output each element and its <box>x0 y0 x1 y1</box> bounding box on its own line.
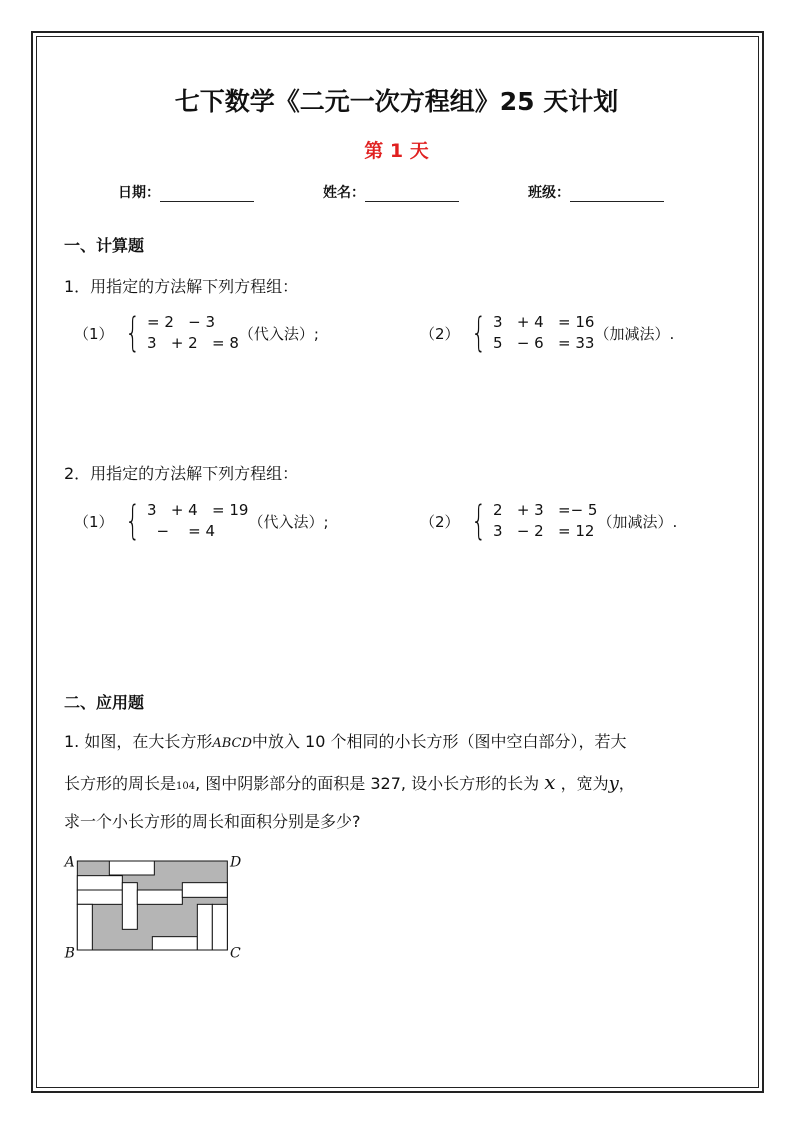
small-rectangle <box>77 890 122 904</box>
small-rectangle <box>197 904 212 950</box>
part-label: （1） <box>74 324 114 343</box>
day-label: 第 1 天 <box>364 140 429 162</box>
date-field[interactable] <box>118 182 254 202</box>
part-label: （1） <box>74 512 114 531</box>
small-rectangle <box>137 890 182 904</box>
small-rectangle <box>182 883 227 898</box>
brace-icon: { <box>124 310 140 356</box>
brace-icon: { <box>470 310 486 356</box>
name-label: 姓名： <box>323 185 365 201</box>
date-label: 日期： <box>118 185 160 201</box>
method-label: （代入法）; <box>238 324 319 343</box>
problem-line: 长方形的周长是104, 图中阴影部分的面积是 327, 设小长方形的长为 x ，宽为y， <box>64 770 635 794</box>
section-heading: 二、应用题 <box>64 693 145 712</box>
class-label: 班级： <box>528 185 570 201</box>
small-rectangle <box>152 937 197 950</box>
equation: 3 + 2 = 8 <box>147 334 239 352</box>
vertex-label: B <box>64 945 75 962</box>
name-field[interactable] <box>323 182 459 202</box>
problem-line: 求一个小长方形的周长和面积分别是多少? <box>64 812 361 831</box>
equation: 5 − 6 = 33 <box>493 334 595 352</box>
brace-icon: { <box>470 498 486 544</box>
equation-system <box>74 312 319 354</box>
class-field[interactable] <box>528 182 664 202</box>
equation: − = 4 <box>147 522 216 540</box>
small-rectangle <box>122 883 137 930</box>
small-rectangle <box>77 876 122 890</box>
rectangle-figure <box>60 840 260 970</box>
equation: 2 + 3 =− 5 <box>493 501 598 519</box>
method-label: （加减法）. <box>594 324 675 343</box>
small-rectangle <box>109 861 154 875</box>
part-label: （2） <box>420 512 460 531</box>
brace-icon: { <box>124 498 140 544</box>
vertex-label: C <box>230 945 241 962</box>
small-rectangle <box>77 904 92 950</box>
vertex-label: D <box>230 854 242 871</box>
question-stem: 2．用指定的方法解下列方程组： <box>64 464 299 483</box>
equation: 3 + 4 = 19 <box>147 501 249 519</box>
equation-system <box>74 500 329 542</box>
equation-system <box>420 500 677 542</box>
equation-system <box>420 312 674 354</box>
equation: 3 + 4 = 16 <box>493 313 595 331</box>
small-rectangle <box>212 904 227 950</box>
page-title: 七下数学《二元一次方程组》25 天计划 <box>174 87 619 116</box>
equation: = 2 − 3 <box>147 313 216 331</box>
method-label: （加减法）. <box>597 512 678 531</box>
equation: 3 − 2 = 12 <box>493 522 595 540</box>
problem-line: 1. 如图，在大长方形ABCD中放入 10 个相同的小长方形（图中空白部分），若大 <box>64 732 627 751</box>
part-label: （2） <box>420 324 460 343</box>
method-label: （代入法）; <box>248 512 329 531</box>
question-stem: 1．用指定的方法解下列方程组： <box>64 277 299 296</box>
section-heading: 一、计算题 <box>64 236 145 255</box>
vertex-label: A <box>64 854 75 871</box>
